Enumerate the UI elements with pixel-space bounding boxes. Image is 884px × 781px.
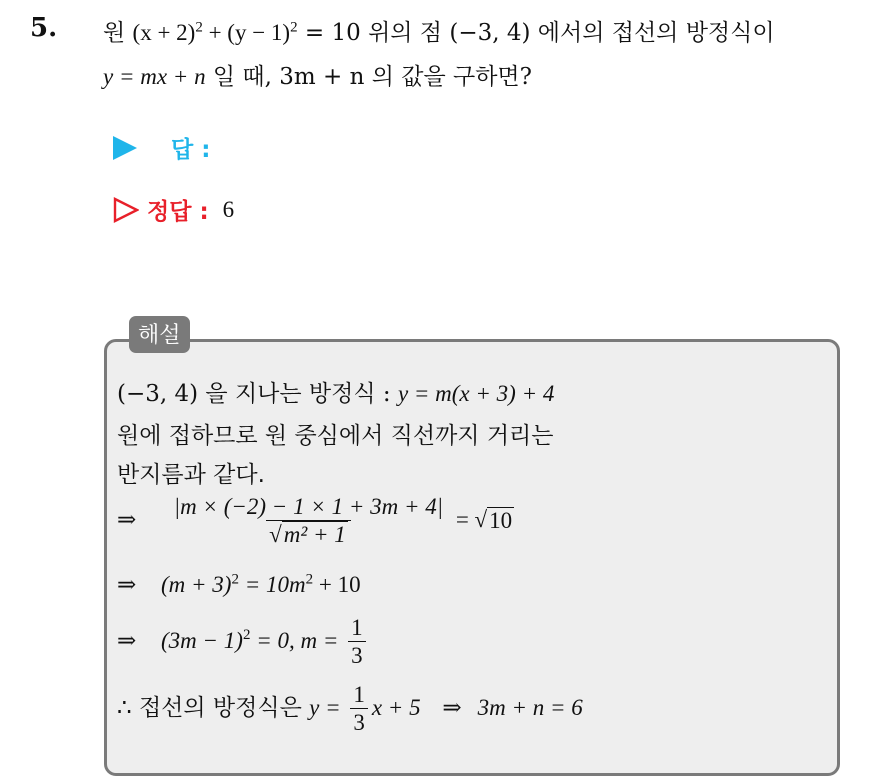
question-text-tail: = 10 위의 점 (−3, 4) 에서의 접선의 방정식이 [297,20,775,46]
tangent-form: y = mx + n [103,64,206,89]
implies-arrow: ⇒ [117,572,137,597]
radius-sqrt: √ 10 [474,506,513,533]
sqrt-symbol: √ m² + 1 [269,522,346,548]
distance-denominator: m² + 1 [283,522,346,548]
question-line-1 [103,14,775,47]
solution-step-solve: ⇒ $(3m - 1)^2 = 0$, m = $\frac{1}{3}$ [117,615,370,670]
answer-row [113,131,210,164]
distance-numerator: |m × (−2) − 1 × 1 + 3m + 4| [173,494,444,519]
correct-answer-label: 정답 : [147,199,209,225]
m-fraction: $\frac{1}{3}$ [348,615,366,670]
implies-arrow: ⇒ [117,506,137,532]
solution-line-1: (−3, 4) 을 지나는 방정식 : y = m(x + 3) + 4 [117,381,555,407]
final-result: 3m + n = 6 [477,694,583,720]
solution-line-2: 원에 접하므로 원 중심에서 직선까지 거리는 [117,423,554,449]
slope-fraction: $\frac{1}{3}$ [350,682,368,737]
question-line-2 [103,58,532,91]
solution-final: ∴ 접선의 방정식은 y = $\frac{1}{3}$ x + 5 ⇒ 3m + n = 6 [117,682,583,736]
line-equation: y = m(x + 3) + 4 [397,381,555,406]
solution-step-square: ⇒ $(m + 3)^2 = 10m^2 + 10$ [117,571,361,597]
triangle-solid-icon [113,136,137,160]
therefore-symbol: ∴ [117,694,132,720]
circle-equation: $(x + 2)^2 + (y - 1)^2$ [132,19,298,45]
answer-label: 답 : [171,137,211,163]
distance-fraction [171,494,446,549]
implies-arrow: ⇒ [117,627,137,653]
triangle-outline-icon [113,197,139,223]
solution-step-distance: ⇒ |m × (−2) − 1 × 1 + 3m + 4| √ m² + 1 = √ 10 [117,494,513,548]
solution-tag: 해설 [129,316,190,353]
question-number: 5. [30,13,58,43]
solution-line-3: 반지름과 같다. [117,462,265,488]
implies-arrow: ⇒ [442,694,462,720]
question-prompt: 일 때, 3m + n 의 값을 구하면? [205,64,532,90]
correct-answer-value: 6 [222,196,235,222]
question-text: 원 [103,20,133,46]
correct-answer-row [113,193,234,226]
